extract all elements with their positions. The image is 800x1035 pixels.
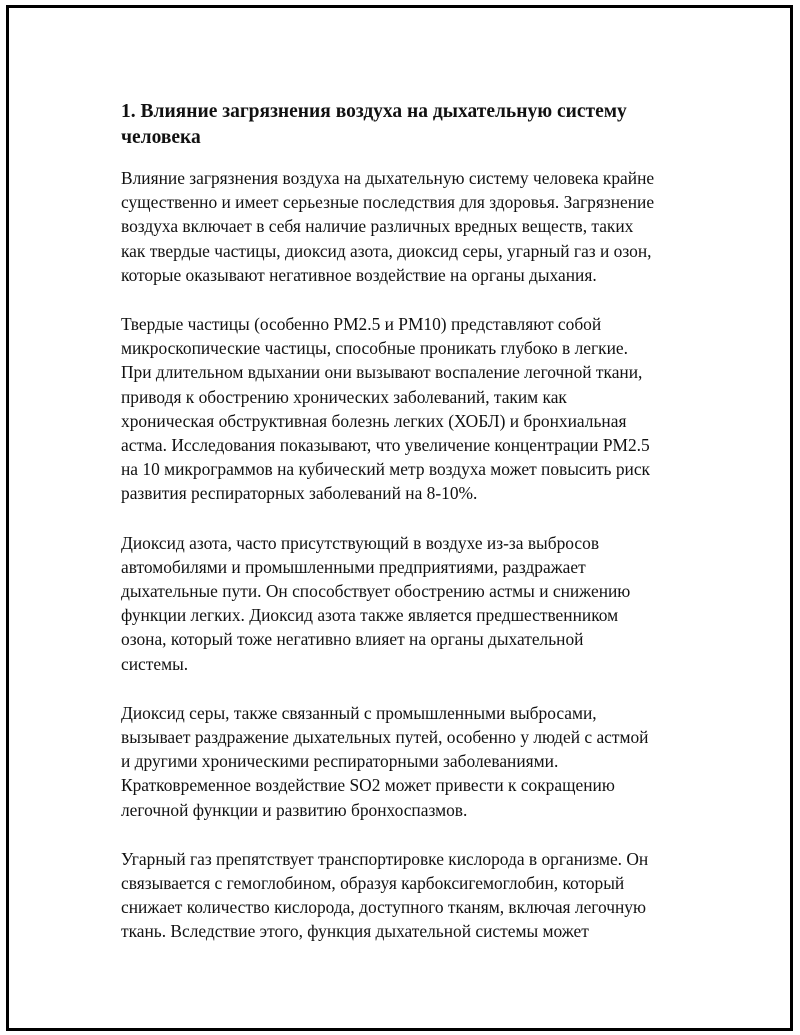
- paragraph-line: ткань. Вследствие этого, функция дыхательной системы может: [121, 921, 589, 942]
- paragraph-intro: [121, 166, 691, 287]
- paragraph-sulfur-dioxide: [121, 701, 691, 822]
- paragraph-line: Угарный газ препятствует транспортировке кислорода в организме. Он: [121, 848, 649, 869]
- paragraph-line: Твердые частицы (особенно PM2.5 и PM10) представляют собой: [121, 314, 602, 335]
- paragraph-line: Диоксид азота, часто присутствующий в воздухе из-за выбросов: [121, 532, 600, 553]
- paragraph-line: функции легких. Диоксид азота также является предшественником: [121, 605, 619, 626]
- paragraph-line: При длительном вдыхании они вызывают воспаление легочной ткани,: [121, 362, 643, 383]
- paragraph-line: астма. Исследования показывают, что увеличение концентрации PM2.5: [121, 435, 650, 456]
- paragraph-particulates: [121, 312, 691, 506]
- paragraph-line: системы.: [121, 653, 189, 674]
- paragraph-line: снижает количество кислорода, доступного тканям, включая легочную: [121, 897, 646, 918]
- paragraph-line: вызывает раздражение дыхательных путей, особенно у людей с астмой: [121, 727, 649, 748]
- document-content: [121, 99, 691, 969]
- paragraph-line: которые оказывают негативное воздействие на органы дыхания.: [121, 264, 597, 285]
- paragraph-line: дыхательные пути. Он способствует обострению астмы и снижению: [121, 581, 631, 602]
- paragraph-carbon-monoxide: [121, 847, 691, 944]
- heading-line: человека: [121, 127, 201, 148]
- paragraph-line: озона, который тоже негативно влияет на органы дыхательной: [121, 629, 584, 650]
- paragraph-line: автомобилями и промышленными предприятиями, раздражает: [121, 556, 586, 577]
- paragraph-line: хроническая обструктивная болезнь легких (ХОБЛ) и бронхиальная: [121, 410, 627, 431]
- heading-line: 1. Влияние загрязнения воздуха на дыхательную систему: [121, 101, 627, 122]
- paragraph-line: микроскопические частицы, способные проникать глубоко в легкие.: [121, 338, 628, 359]
- paragraph-line: воздуха включает в себя наличие различных вредных веществ, таких: [121, 216, 634, 237]
- paragraph-line: существенно и имеет серьезные последствия для здоровья. Загрязнение: [121, 192, 655, 213]
- paragraph-line: Кратковременное воздействие SO2 может привести к сокращению: [121, 775, 615, 796]
- paragraph-line: как твердые частицы, диоксид азота, диоксид серы, угарный газ и озон,: [121, 240, 652, 261]
- paragraph-line: Влияние загрязнения воздуха на дыхательную систему человека крайне: [121, 168, 655, 188]
- document-page: [6, 5, 793, 1031]
- paragraph-line: приводя к обострению хронических заболеваний, таким как: [121, 386, 567, 407]
- paragraph-line: развития респираторных заболеваний на 8-10%.: [121, 483, 478, 504]
- paragraph-line: и другими хроническими респираторными заболеваниями.: [121, 751, 559, 772]
- paragraph-line: Диоксид серы, также связанный с промышленными выбросами,: [121, 702, 597, 723]
- paragraph-line: связывается с гемоглобином, образуя карбоксигемоглобин, который: [121, 873, 625, 894]
- paragraph-line: легочной функции и развитию бронхоспазмов.: [121, 799, 468, 820]
- paragraph-nitrogen-dioxide: [121, 531, 691, 676]
- paragraph-line: на 10 микрограммов на кубический метр воздуха может повысить риск: [121, 459, 650, 480]
- section-heading: [121, 99, 691, 151]
